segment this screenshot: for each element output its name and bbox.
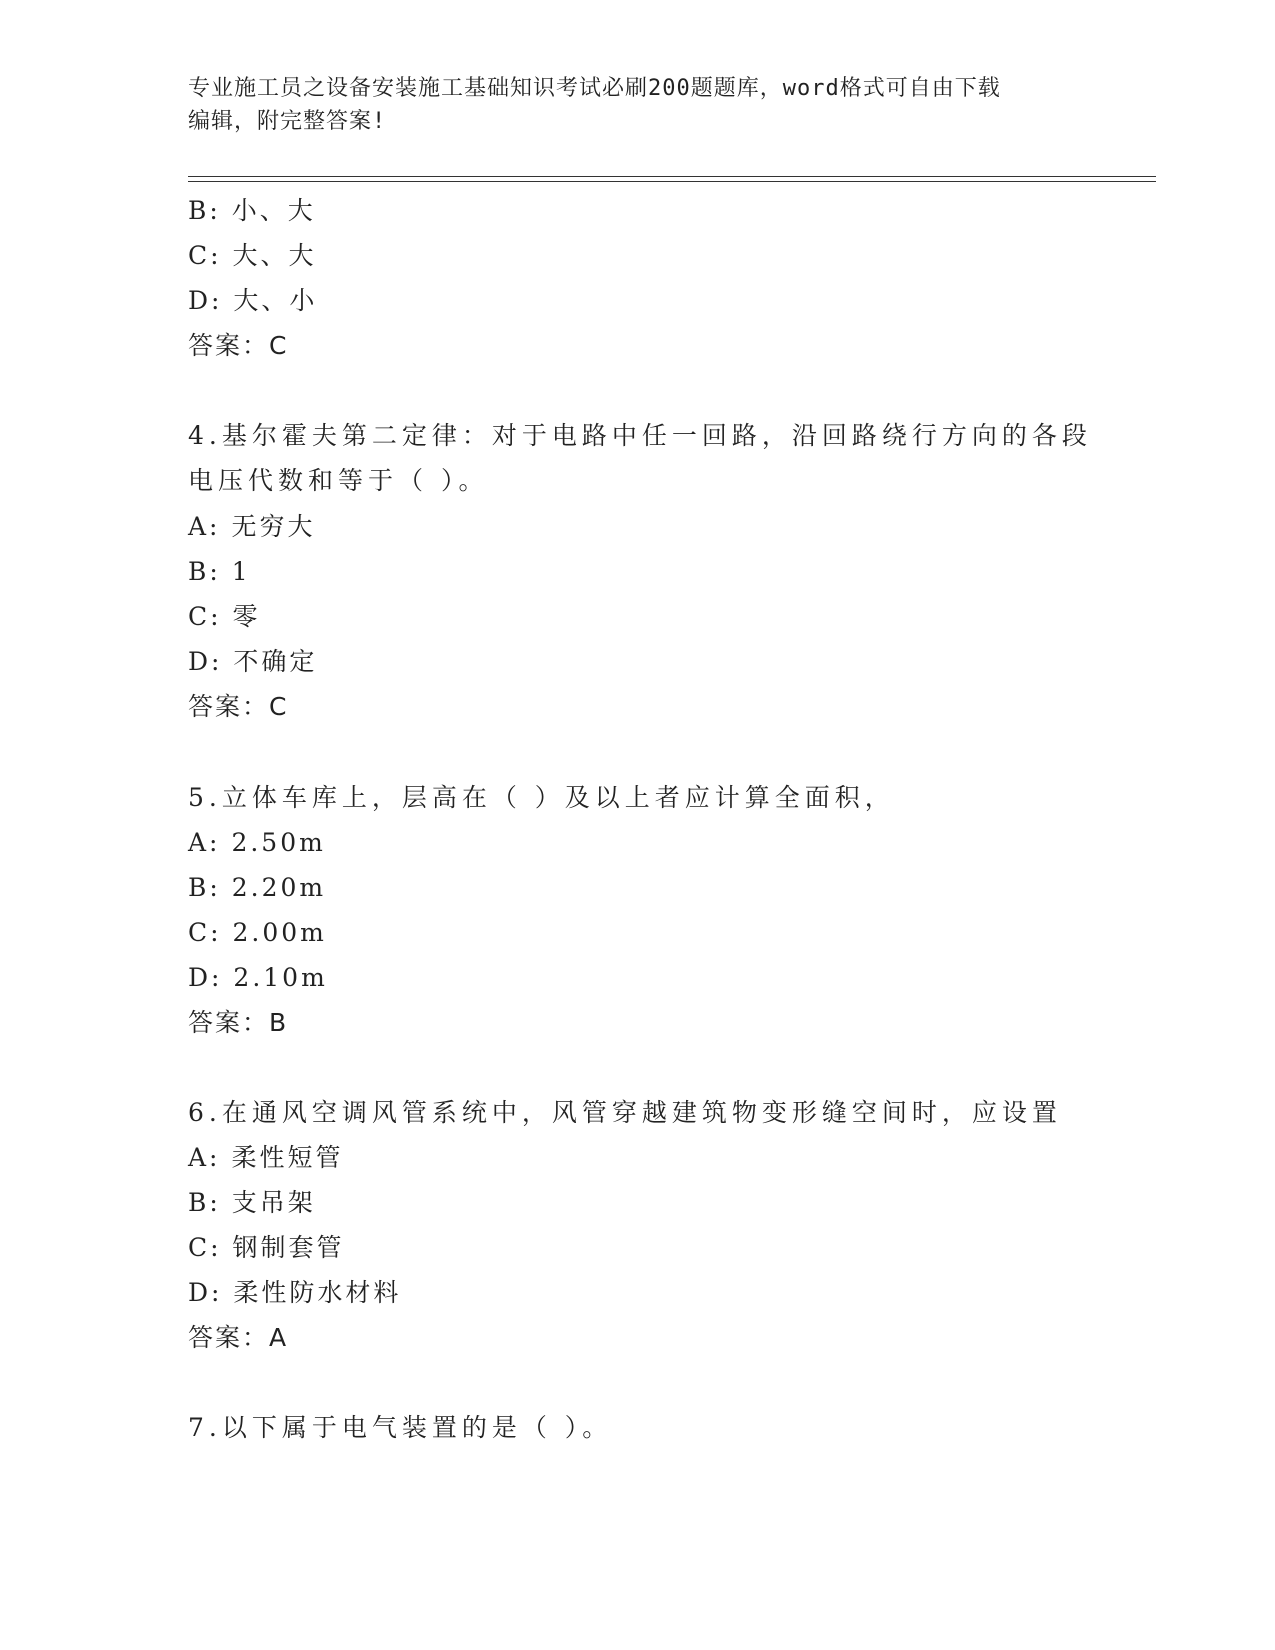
option-text: 大、大 — [232, 241, 317, 270]
option-label: B: — [188, 557, 221, 586]
option-label: A: — [188, 828, 221, 857]
q4-option-d — [188, 647, 317, 677]
option-label: C: — [188, 602, 222, 631]
q4-answer: 答案：C — [188, 692, 289, 721]
q6-option-b — [188, 1188, 316, 1218]
q4-text-line-2: 电压代数和等于（ ）。 — [188, 466, 489, 495]
option-text: 柔性短管 — [231, 1143, 344, 1172]
header-divider-top — [188, 176, 1156, 177]
option-text: 小、大 — [231, 196, 316, 225]
q3-option-c — [188, 241, 317, 271]
q3-answer: 答案：C — [188, 331, 289, 360]
q3-option-b — [188, 196, 316, 226]
option-text: 不确定 — [233, 647, 318, 676]
option-text: 2.10m — [233, 963, 328, 992]
q6-text-line-1: 6.在通风空调风管系统中，风管穿越建筑物变形缝空间时，应设置 — [188, 1098, 1062, 1127]
q6-answer: 答案：A — [188, 1323, 289, 1352]
option-text: 支吊架 — [231, 1188, 316, 1217]
q4-text-line-1: 4.基尔霍夫第二定律：对于电路中任一回路，沿回路绕行方向的各段 — [188, 421, 1092, 450]
option-label: D: — [188, 286, 223, 315]
option-text: 2.20m — [231, 873, 327, 902]
q4-option-b — [188, 557, 251, 587]
header-title-line-2: 编辑，附完整答案! — [188, 109, 387, 134]
option-label: D: — [188, 963, 223, 992]
option-label: A: — [188, 512, 221, 541]
q5-option-a — [188, 828, 326, 858]
option-label: D: — [188, 647, 223, 676]
option-label: A: — [188, 1143, 221, 1172]
header-divider-bottom — [188, 181, 1156, 182]
document-header — [188, 72, 1068, 138]
option-text: 无穷大 — [231, 512, 316, 541]
q6-option-d — [188, 1278, 401, 1308]
q3-option-d — [188, 286, 317, 316]
option-text: 1 — [231, 557, 251, 586]
option-text: 钢制套管 — [232, 1233, 345, 1262]
q5-option-d — [188, 963, 328, 993]
option-label: B: — [188, 196, 221, 225]
option-text: 大、小 — [233, 286, 318, 315]
q6-option-a — [188, 1143, 343, 1173]
q5-text-line-1: 5.立体车库上，层高在（ ）及以上者应计算全面积， — [188, 783, 895, 812]
q5-answer: 答案：B — [188, 1008, 289, 1037]
q4-option-a — [188, 512, 315, 542]
option-text: 柔性防水材料 — [233, 1278, 402, 1307]
header-title-line-1: 专业施工员之设备安装施工基础知识考试必刷200题题库，word格式可自由下载 — [188, 76, 1001, 101]
option-label: B: — [188, 873, 221, 902]
q5-option-b — [188, 873, 326, 903]
option-label: C: — [188, 241, 222, 270]
option-label: C: — [188, 1233, 222, 1262]
option-label: B: — [188, 1188, 221, 1217]
option-text: 零 — [232, 602, 261, 631]
q6-option-c — [188, 1233, 345, 1263]
option-text: 2.00m — [232, 918, 327, 947]
option-label: D: — [188, 1278, 223, 1307]
option-label: C: — [188, 918, 222, 947]
q7-text-line-1: 7.以下属于电气装置的是（ ）。 — [188, 1413, 613, 1442]
q5-option-c — [188, 918, 327, 948]
q4-option-c — [188, 602, 261, 632]
option-text: 2.50m — [231, 828, 326, 857]
